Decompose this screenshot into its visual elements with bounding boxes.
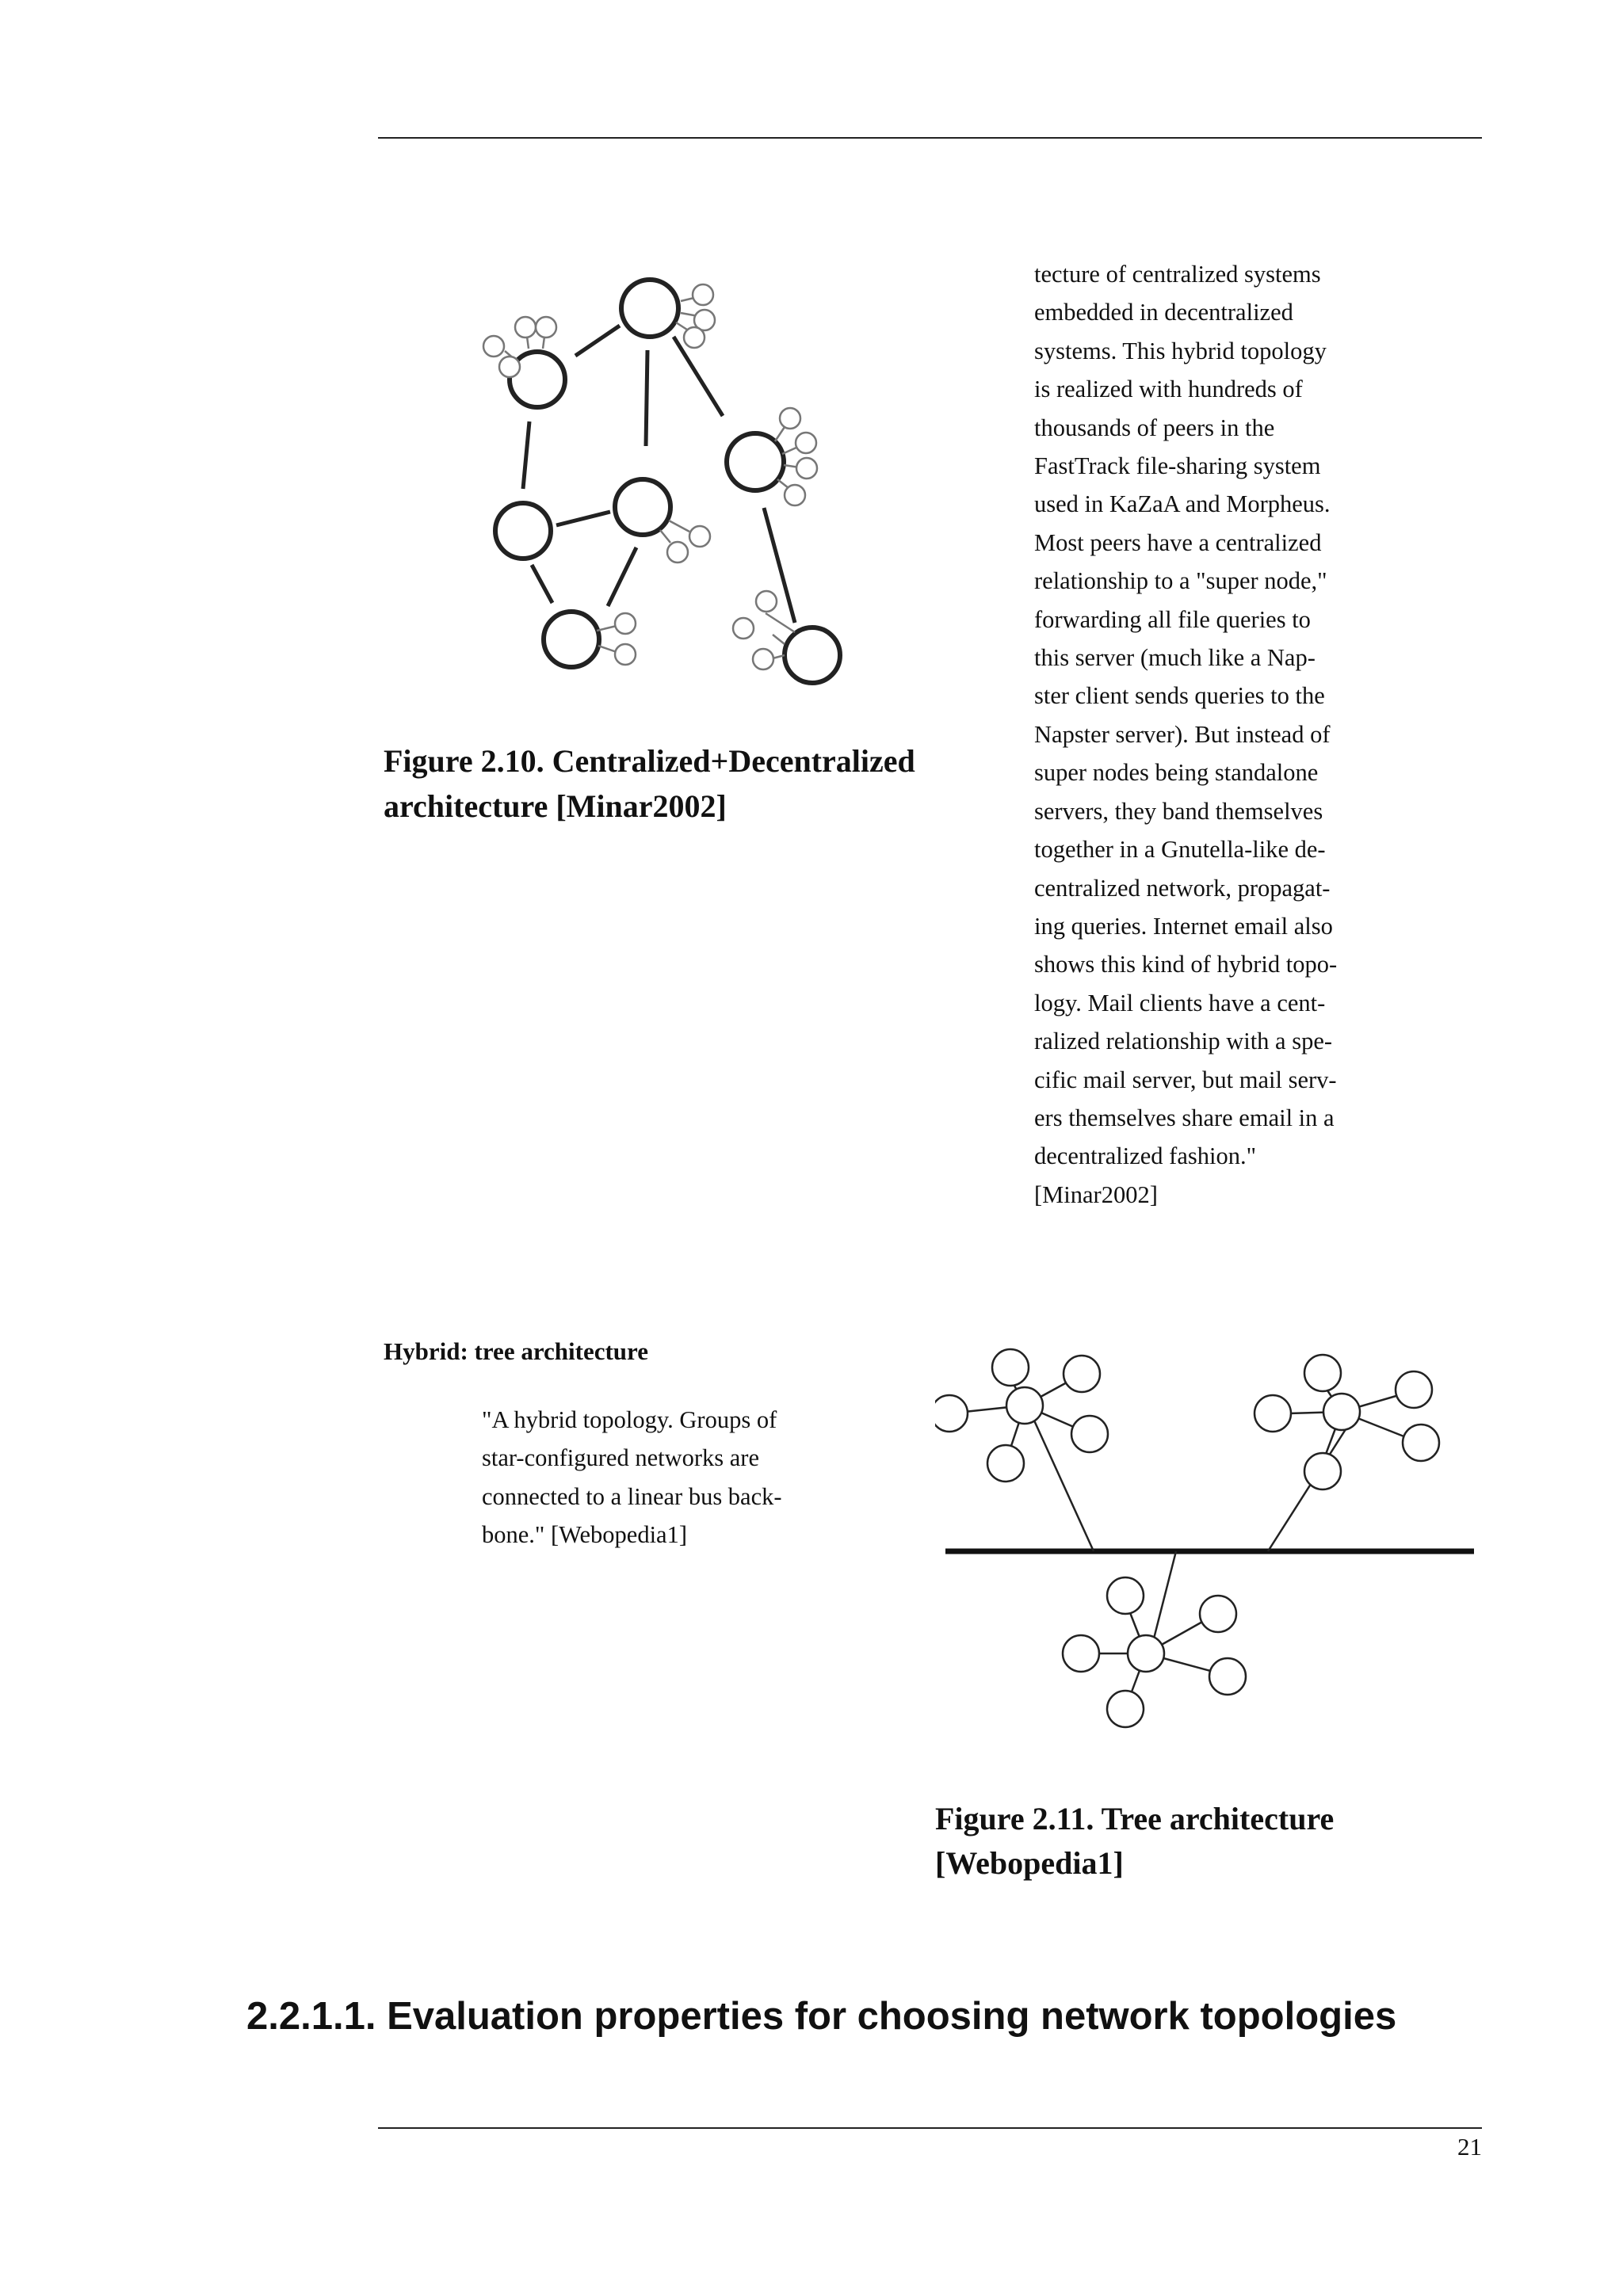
spoke xyxy=(527,337,529,349)
figure-2-11-caption xyxy=(935,1797,1426,1886)
link xyxy=(575,326,620,356)
peer-node xyxy=(1403,1425,1439,1461)
text-line: together in a Gnutella-like de- xyxy=(1034,836,1326,864)
quote-line: connected to a linear bus back- xyxy=(482,1482,782,1510)
text-line: ster client sends queries to the xyxy=(1034,682,1325,710)
spoke xyxy=(669,521,689,532)
peer-node xyxy=(1064,1356,1100,1392)
hybrid-tree-heading: Hybrid: tree architecture xyxy=(384,1337,649,1365)
peer-node xyxy=(987,1445,1024,1482)
text-line: servers, they band themselves xyxy=(1034,797,1323,825)
hybrid-quote xyxy=(482,1401,862,1554)
client-node xyxy=(667,542,688,563)
spoke xyxy=(598,646,617,652)
text-line: shows this kind of hybrid topo- xyxy=(1034,951,1338,978)
client-node xyxy=(780,408,800,429)
spoke xyxy=(543,337,544,349)
text-line: Most peers have a centralized xyxy=(1034,528,1322,556)
text-line: centralized network, propagat- xyxy=(1034,874,1331,902)
peer-node xyxy=(1107,1577,1144,1614)
super-node xyxy=(727,433,784,490)
text-line: decentralized fashion." xyxy=(1034,1142,1257,1170)
link xyxy=(608,547,636,606)
text-line: thousands of peers in the xyxy=(1034,414,1275,441)
text-line: tecture of centralized systems xyxy=(1034,261,1321,288)
text-line: used in KaZaA and Morpheus. xyxy=(1034,490,1331,518)
peer-node xyxy=(935,1395,968,1432)
spoke xyxy=(597,626,617,631)
spoke xyxy=(766,613,795,632)
client-node xyxy=(689,526,710,547)
figure-2-10-caption xyxy=(384,738,986,829)
spoke xyxy=(782,447,798,454)
peer-node xyxy=(1304,1355,1341,1391)
hub-node xyxy=(1323,1394,1360,1430)
super-node xyxy=(495,503,551,559)
peer-node xyxy=(1254,1395,1291,1432)
peer-node xyxy=(1396,1371,1432,1408)
super-node xyxy=(544,612,599,667)
drop-line xyxy=(1154,1551,1176,1638)
text-line: cific mail server, but mail serv- xyxy=(1034,1066,1337,1093)
network-diagram xyxy=(448,265,856,693)
text-line: super nodes being standalone xyxy=(1034,759,1319,787)
header-rule xyxy=(378,137,1482,139)
peer-node xyxy=(992,1349,1029,1386)
caption-line: Figure 2.10. Centralized+Decentralized xyxy=(384,743,915,779)
figure-centralized-decentralized xyxy=(448,265,856,693)
peer-node xyxy=(1063,1635,1099,1672)
hub-node xyxy=(1128,1635,1164,1672)
spoke xyxy=(660,530,670,543)
super-node xyxy=(785,627,840,683)
peer-node xyxy=(1304,1453,1341,1489)
text-line: relationship to a "super node," xyxy=(1034,567,1327,595)
spoke xyxy=(773,635,785,644)
peer-node xyxy=(1107,1691,1144,1727)
drop-line xyxy=(1268,1427,1347,1551)
spoke xyxy=(777,479,789,488)
caption-line: architecture [Minar2002] xyxy=(384,788,727,824)
peer-node xyxy=(1209,1658,1246,1695)
client-node xyxy=(483,336,504,357)
client-node xyxy=(499,357,520,377)
link xyxy=(532,565,552,603)
tree-diagram xyxy=(935,1339,1482,1759)
text-line: systems. This hybrid topology xyxy=(1034,337,1327,364)
link xyxy=(674,337,723,416)
peer-node xyxy=(1200,1596,1236,1632)
client-node xyxy=(756,591,777,612)
text-line: ing queries. Internet email also xyxy=(1034,912,1333,940)
text-line: is realized with hundreds of xyxy=(1034,376,1303,403)
spoke xyxy=(775,427,785,441)
footer-rule xyxy=(378,2127,1482,2129)
text-line: embedded in decentralized xyxy=(1034,299,1293,326)
text-line: ers themselves share email in a xyxy=(1034,1104,1335,1131)
hub-node xyxy=(1006,1387,1043,1424)
text-line: forwarding all file queries to xyxy=(1034,605,1311,633)
link xyxy=(646,350,647,446)
figure-tree-architecture xyxy=(935,1339,1482,1759)
client-node xyxy=(684,327,705,348)
body-paragraph xyxy=(1034,255,1399,1214)
client-node xyxy=(515,317,536,338)
super-node xyxy=(615,479,670,535)
text-line: FastTrack file-sharing system xyxy=(1034,452,1321,480)
client-node xyxy=(753,649,773,669)
text-line: ralized relationship with a spe- xyxy=(1034,1028,1333,1055)
client-node xyxy=(796,433,816,453)
client-node xyxy=(615,613,636,634)
text-line: [Minar2002] xyxy=(1034,1180,1158,1208)
section-heading: 2.2.1.1. Evaluation properties for choosing network topologies xyxy=(246,1995,1397,2038)
link xyxy=(556,512,610,525)
client-node xyxy=(785,485,805,505)
text-line: logy. Mail clients have a cent- xyxy=(1034,989,1326,1016)
client-node xyxy=(693,284,713,305)
client-node xyxy=(796,458,817,479)
peer-node xyxy=(1071,1416,1108,1452)
client-node xyxy=(536,317,556,338)
text-line: this server (much like a Nap- xyxy=(1034,644,1316,672)
link xyxy=(523,421,529,489)
super-node xyxy=(621,280,678,337)
quote-line: star-configured networks are xyxy=(482,1444,759,1472)
text-line: Napster server). But instead of xyxy=(1034,720,1331,748)
caption-line: Figure 2.11. Tree architecture xyxy=(935,1801,1335,1836)
page-number: 21 xyxy=(1457,2133,1482,2161)
caption-line: [Webopedia1] xyxy=(935,1845,1124,1881)
client-node xyxy=(615,644,636,665)
quote-line: bone." [Webopedia1] xyxy=(482,1520,687,1548)
quote-line: "A hybrid topology. Groups of xyxy=(482,1406,777,1433)
client-node xyxy=(733,618,754,639)
